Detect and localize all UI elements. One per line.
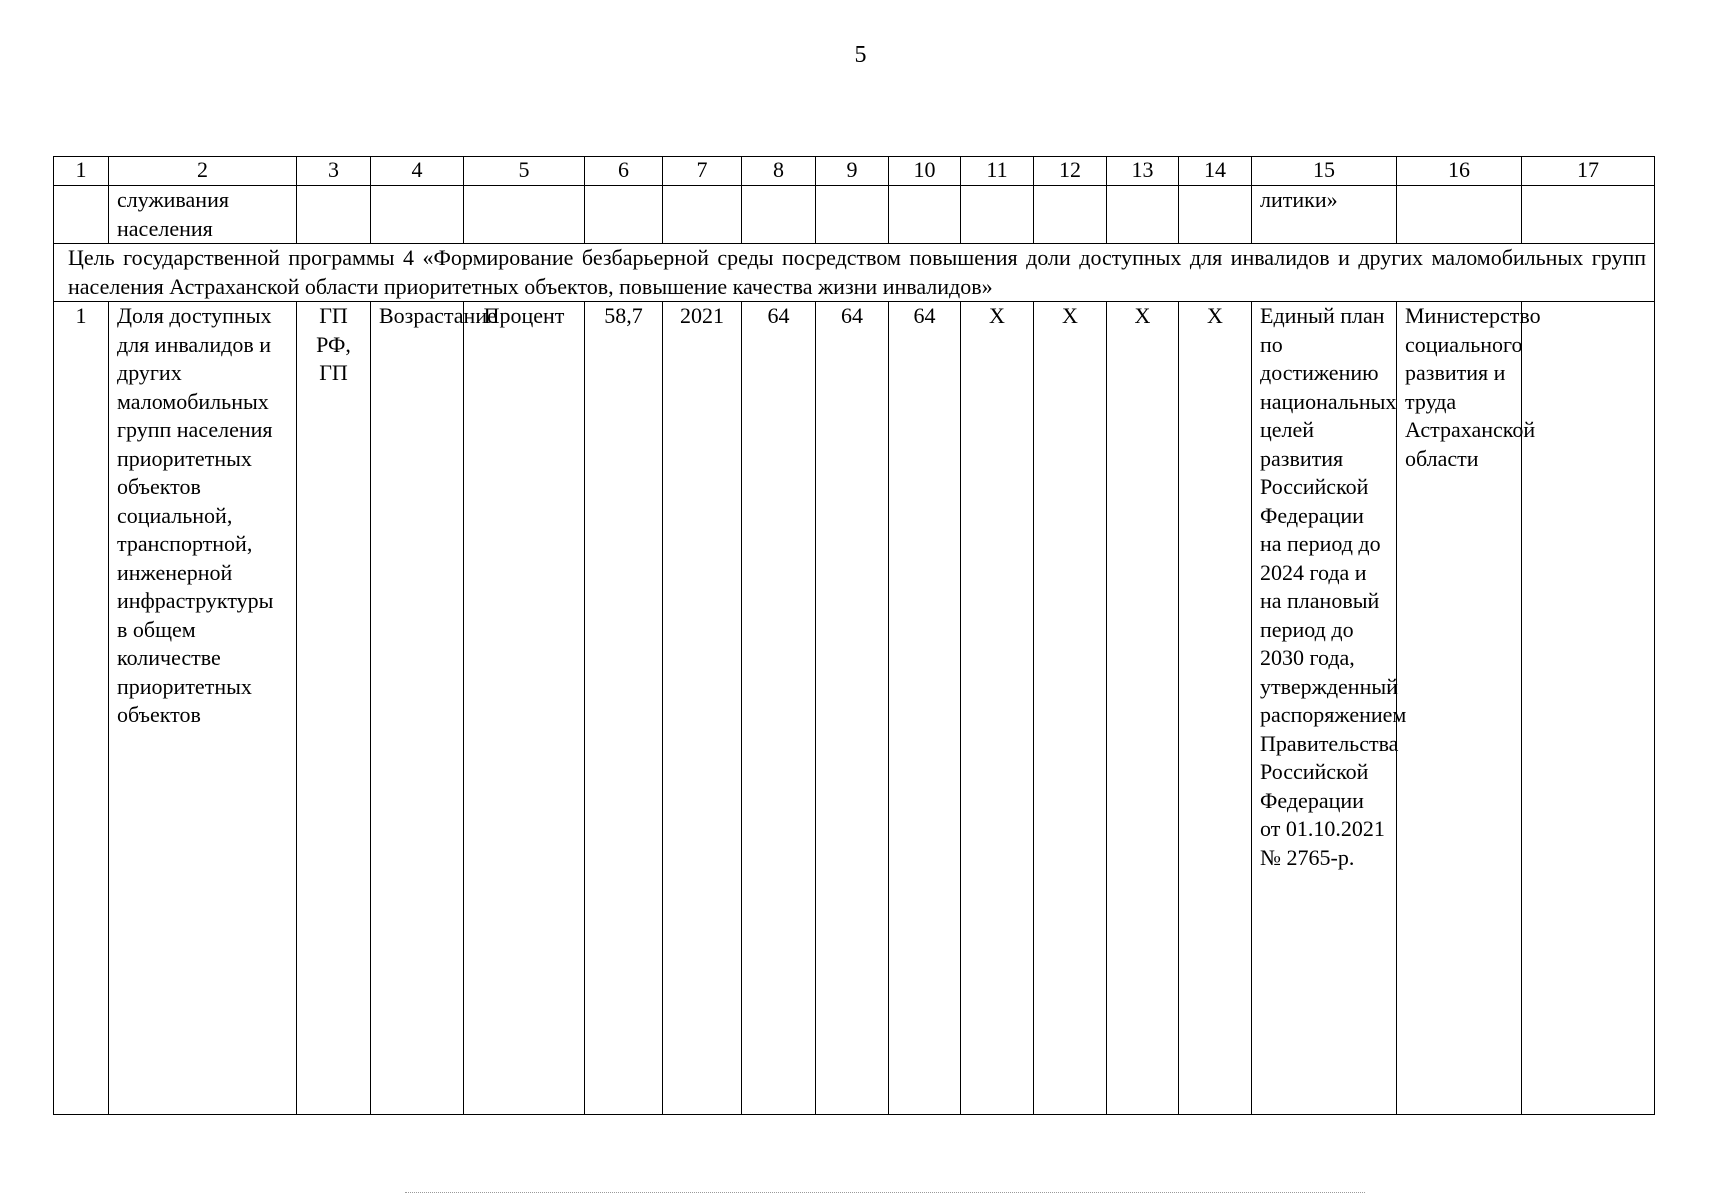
header-cell: 7 xyxy=(663,157,742,186)
table-cell xyxy=(54,186,109,244)
indicator-trend: Возрастание xyxy=(371,302,464,1115)
table-cell xyxy=(1522,302,1655,1115)
table-cell xyxy=(297,186,371,244)
table-cell xyxy=(1034,186,1107,244)
header-cell: 3 xyxy=(297,157,371,186)
table-cell xyxy=(585,186,663,244)
header-cell: 10 xyxy=(889,157,961,186)
value-cell: 64 xyxy=(742,302,816,1115)
table-cell xyxy=(1179,186,1252,244)
value-cell: X xyxy=(1107,302,1179,1115)
value-cell: 64 xyxy=(816,302,889,1115)
indicator-level: ГП РФ, ГП xyxy=(297,302,371,1115)
header-cell: 14 xyxy=(1179,157,1252,186)
row-number: 1 xyxy=(54,302,109,1115)
indicator-table xyxy=(53,156,1655,1115)
column-number-row xyxy=(54,157,1655,186)
table-cell xyxy=(1107,186,1179,244)
header-cell: 6 xyxy=(585,157,663,186)
responsible-body: Министерство социального развития и труда Астраханской области xyxy=(1397,302,1522,1115)
continuation-cell-source: литики» xyxy=(1252,186,1397,244)
header-cell: 15 xyxy=(1252,157,1397,186)
page-number: 5 xyxy=(854,42,867,68)
header-cell: 5 xyxy=(464,157,585,186)
header-cell: 13 xyxy=(1107,157,1179,186)
header-cell: 2 xyxy=(109,157,297,186)
goal-text: Цель государственной программы 4 «Формирование безбарьерной среды посредством повышения доли доступных для инвалидов и других маломобильных групп населения Астраханской области приоритетных объектов, повышение качества жизни инвалидов» xyxy=(54,244,1655,302)
goal-row xyxy=(54,244,1655,302)
source-document: Единый план по достижению национальных целей развития Российской Федерации на период до 2024 года и на плановый период до 2030 года, утвержденный распоряжением Правительства Российской Федерации от 01.10.2021 № 2765-р. xyxy=(1252,302,1397,1115)
header-cell: 8 xyxy=(742,157,816,186)
value-cell: 64 xyxy=(889,302,961,1115)
header-cell: 4 xyxy=(371,157,464,186)
unit: Процент xyxy=(464,302,585,1115)
table-cell xyxy=(816,186,889,244)
indicator-name: Доля доступных для инвалидов и других маломобильных групп населения приоритетных объектов социальной, транспортной, инженерной инфраструктуры в общем количестве приоритетных объектов xyxy=(109,302,297,1115)
header-cell: 11 xyxy=(961,157,1034,186)
header-cell: 17 xyxy=(1522,157,1655,186)
header-cell: 12 xyxy=(1034,157,1107,186)
header-cell: 1 xyxy=(54,157,109,186)
base-value: 58,7 xyxy=(585,302,663,1115)
table-cell xyxy=(889,186,961,244)
value-cell: X xyxy=(1034,302,1107,1115)
table-cell xyxy=(742,186,816,244)
continuation-row xyxy=(54,186,1655,244)
table-cell xyxy=(663,186,742,244)
table-cell xyxy=(371,186,464,244)
table-cell xyxy=(464,186,585,244)
table-cell xyxy=(1397,186,1522,244)
value-cell: X xyxy=(1179,302,1252,1115)
header-cell: 9 xyxy=(816,157,889,186)
table-cell xyxy=(1522,186,1655,244)
base-year: 2021 xyxy=(663,302,742,1115)
value-cell: X xyxy=(961,302,1034,1115)
scan-artifact-line xyxy=(405,1192,1365,1194)
table-row xyxy=(54,302,1655,1115)
header-cell: 16 xyxy=(1397,157,1522,186)
table-cell xyxy=(961,186,1034,244)
continuation-cell-indicator: служивания населения xyxy=(109,186,297,244)
